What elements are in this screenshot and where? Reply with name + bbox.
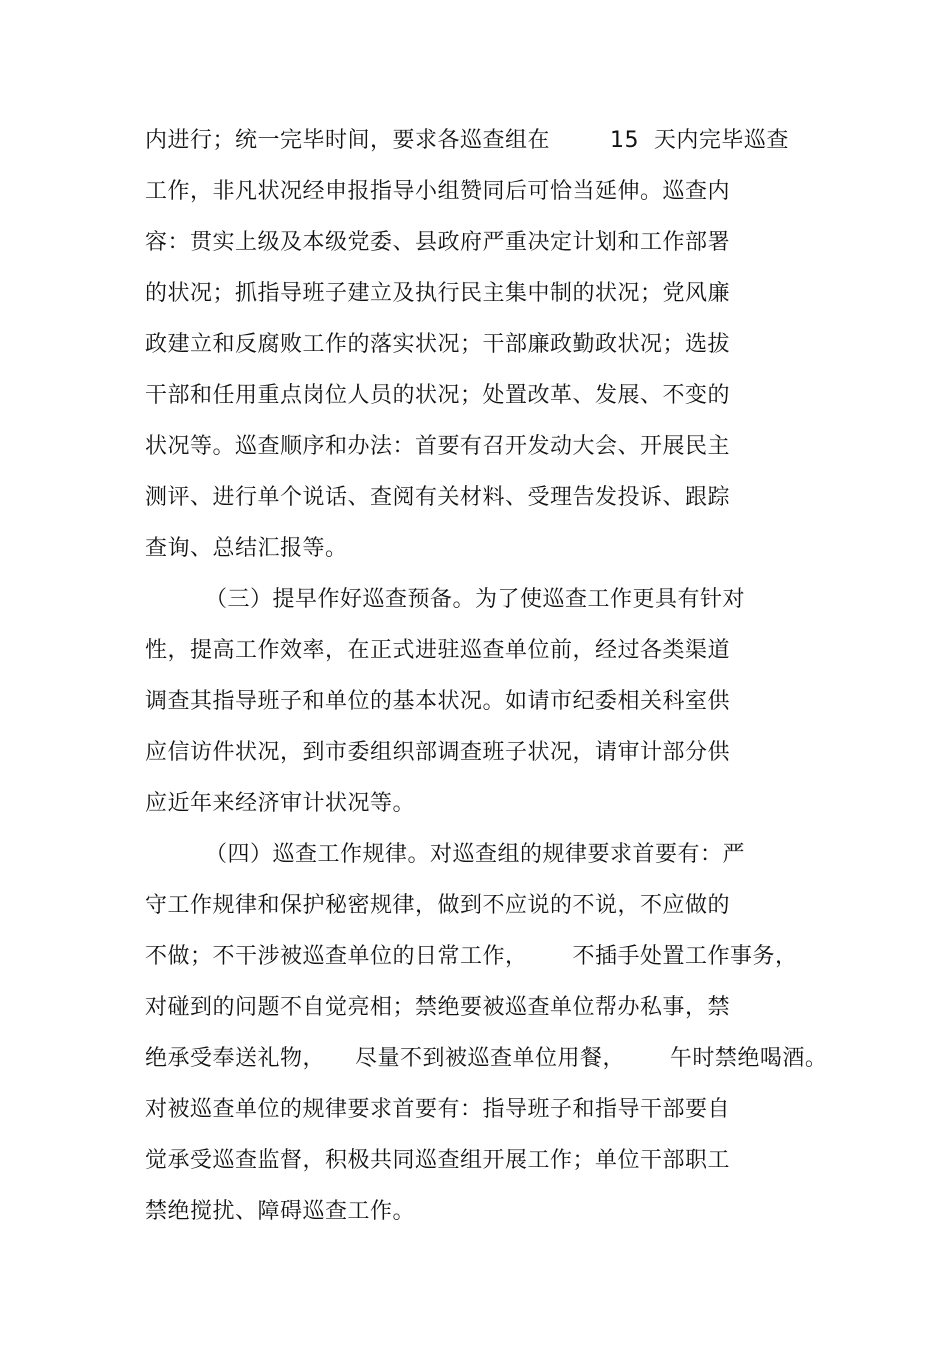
paragraph-heading: （三）提早作好巡查预备。为了使巡查工作更具有针对 (205, 587, 746, 612)
text-line: 守工作规律和保护秘密规律，做到不应说的不说，不应做的 (145, 893, 731, 918)
text-line: 状况等。巡查顺序和办法：首要有召开发动大会、开展民主 (145, 434, 731, 459)
text-line: 对被巡查单位的规律要求首要有：指导班子和指导干部要自 (145, 1097, 731, 1122)
text-line: 觉承受巡查监督，积极共同巡查组开展工作；单位干部职工 (145, 1148, 731, 1173)
text-line: 性，提高工作效率，在正式进驻巡查单位前，经过各类渠道 (145, 638, 731, 663)
text-line: 绝承受奉送礼物， 尽量不到被巡查单位用餐， 午时禁绝喝酒。 (145, 1046, 828, 1071)
text-line: 调查其指导班子和单位的基本状况。如请市纪委相关科室供 (145, 689, 731, 714)
text-line: 的状况；抓指导班子建立及执行民主集中制的状况；党风廉 (145, 281, 731, 306)
text-line: 测评、进行单个说话、查阅有关材料、受理告发投诉、跟踪 (145, 485, 731, 510)
text-line: 干部和任用重点岗位人员的状况；处置改革、发展、不变的 (145, 383, 731, 408)
text-line: 应信访件状况，到市委组织部调查班子状况，请审计部分供 (145, 740, 731, 765)
text-line: 对碰到的问题不自觉亮相；禁绝要被巡查单位帮办私事，禁 (145, 995, 731, 1020)
text-line: 禁绝搅扰、障碍巡查工作。 (145, 1199, 416, 1224)
text-line: 不做；不干涉被巡查单位的日常工作， 不插手处置工作事务， (145, 944, 798, 969)
paragraph-heading: （四）巡查工作规律。对巡查组的规律要求首要有：严 (205, 842, 746, 867)
text-line: 内进行；统一完毕时间，要求各巡查组在 15 天内完毕巡查 (145, 128, 789, 153)
text-line: 查询、总结汇报等。 (145, 536, 348, 561)
text-line: 容：贯实上级及本级党委、县政府严重决定计划和工作部署 (145, 230, 731, 255)
text-line: 工作，非凡状况经申报指导小组赞同后可恰当延伸。巡查内 (145, 179, 731, 204)
text-line: 应近年来经济审计状况等。 (145, 791, 416, 816)
text-line: 政建立和反腐败工作的落实状况；干部廉政勤政状况；选拔 (145, 332, 731, 357)
